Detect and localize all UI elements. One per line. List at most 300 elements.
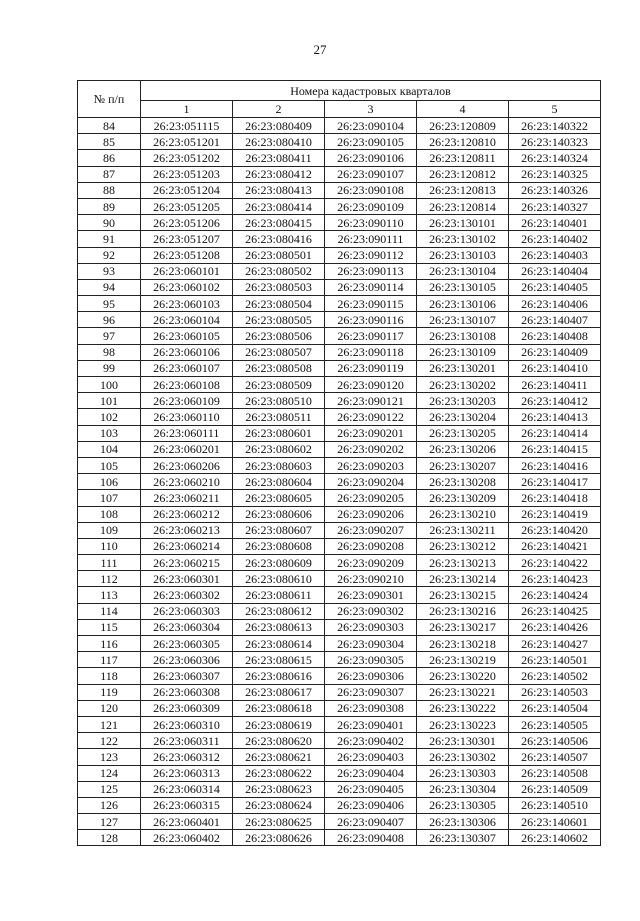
- row-number-cell: 109: [78, 522, 141, 538]
- row-number-cell: 120: [78, 700, 141, 716]
- cadastral-number-cell: 26:23:080411: [233, 150, 325, 166]
- table-row: [78, 296, 601, 312]
- cadastral-number-cell: 26:23:080601: [233, 425, 325, 441]
- row-number-cell: 125: [78, 781, 141, 797]
- cadastral-number-cell: 26:23:080502: [233, 263, 325, 279]
- cadastral-number-cell: 26:23:080609: [233, 555, 325, 571]
- cadastral-number-cell: 26:23:080607: [233, 522, 325, 538]
- table-row: [78, 652, 601, 668]
- row-number-cell: 128: [78, 830, 141, 846]
- cadastral-number-cell: 26:23:090210: [325, 571, 417, 587]
- cadastral-number-cell: 26:23:060212: [141, 506, 233, 522]
- cadastral-table-container: [77, 80, 601, 846]
- cadastral-number-cell: 26:23:080614: [233, 636, 325, 652]
- cadastral-number-cell: 26:23:080503: [233, 279, 325, 295]
- cadastral-number-cell: 26:23:140423: [509, 571, 601, 587]
- table-row: [78, 587, 601, 603]
- cadastral-number-cell: 26:23:090204: [325, 474, 417, 490]
- row-number-header: № п/п: [78, 81, 141, 118]
- cadastral-number-cell: 26:23:090107: [325, 166, 417, 182]
- cadastral-number-cell: 26:23:130307: [417, 830, 509, 846]
- cadastral-number-cell: 26:23:140510: [509, 797, 601, 813]
- cadastral-number-cell: 26:23:090305: [325, 652, 417, 668]
- cadastral-number-cell: 26:23:140322: [509, 118, 601, 134]
- row-number-cell: 112: [78, 571, 141, 587]
- cadastral-number-cell: 26:23:060311: [141, 733, 233, 749]
- cadastral-number-cell: 26:23:090122: [325, 409, 417, 425]
- cadastral-number-cell: 26:23:130216: [417, 603, 509, 619]
- cadastral-number-cell: 26:23:090108: [325, 182, 417, 198]
- cadastral-number-cell: 26:23:051205: [141, 198, 233, 214]
- cadastral-number-cell: 26:23:080409: [233, 118, 325, 134]
- cadastral-number-cell: 26:23:130107: [417, 312, 509, 328]
- table-row: [78, 781, 601, 797]
- header-row-columns: [78, 101, 601, 118]
- cadastral-number-cell: 26:23:090207: [325, 522, 417, 538]
- cadastral-number-cell: 26:23:130211: [417, 522, 509, 538]
- cadastral-number-cell: 26:23:140406: [509, 296, 601, 312]
- row-number-cell: 115: [78, 619, 141, 635]
- cadastral-number-cell: 26:23:080610: [233, 571, 325, 587]
- cadastral-number-cell: 26:23:080622: [233, 765, 325, 781]
- table-row: [78, 733, 601, 749]
- cadastral-number-cell: 26:23:060210: [141, 474, 233, 490]
- row-number-cell: 126: [78, 797, 141, 813]
- cadastral-number-cell: 26:23:090201: [325, 425, 417, 441]
- cadastral-number-cell: 26:23:130202: [417, 377, 509, 393]
- cadastral-number-cell: 26:23:090308: [325, 700, 417, 716]
- table-row: [78, 393, 601, 409]
- cadastral-number-cell: 26:23:060110: [141, 409, 233, 425]
- cadastral-number-cell: 26:23:080413: [233, 182, 325, 198]
- cadastral-number-cell: 26:23:130220: [417, 668, 509, 684]
- cadastral-number-cell: 26:23:080410: [233, 134, 325, 150]
- cadastral-number-cell: 26:23:080615: [233, 652, 325, 668]
- cadastral-number-cell: 26:23:051208: [141, 247, 233, 263]
- cadastral-number-cell: 26:23:140323: [509, 134, 601, 150]
- cadastral-number-cell: 26:23:090109: [325, 198, 417, 214]
- column-header-3: 3: [325, 101, 417, 118]
- table-row: [78, 636, 601, 652]
- cadastral-number-cell: 26:23:090202: [325, 441, 417, 457]
- cadastral-number-cell: 26:23:140405: [509, 279, 601, 295]
- cadastral-number-cell: 26:23:080620: [233, 733, 325, 749]
- cadastral-number-cell: 26:23:051204: [141, 182, 233, 198]
- cadastral-number-cell: 26:23:090105: [325, 134, 417, 150]
- row-number-cell: 92: [78, 247, 141, 263]
- row-number-cell: 114: [78, 603, 141, 619]
- cadastral-number-cell: 26:23:140509: [509, 781, 601, 797]
- cadastral-number-cell: 26:23:130305: [417, 797, 509, 813]
- cadastral-number-cell: 26:23:130208: [417, 474, 509, 490]
- cadastral-number-cell: 26:23:140426: [509, 619, 601, 635]
- cadastral-number-cell: 26:23:130201: [417, 360, 509, 376]
- cadastral-number-cell: 26:23:140418: [509, 490, 601, 506]
- cadastral-number-cell: 26:23:060108: [141, 377, 233, 393]
- cadastral-number-cell: 26:23:060107: [141, 360, 233, 376]
- cadastral-number-cell: 26:23:090406: [325, 797, 417, 813]
- cadastral-number-cell: 26:23:051201: [141, 134, 233, 150]
- table-row: [78, 409, 601, 425]
- cadastral-number-cell: 26:23:090407: [325, 814, 417, 830]
- cadastral-number-cell: 26:23:051207: [141, 231, 233, 247]
- cadastral-number-cell: 26:23:090404: [325, 765, 417, 781]
- cadastral-number-cell: 26:23:060304: [141, 619, 233, 635]
- cadastral-number-cell: 26:23:120809: [417, 118, 509, 134]
- cadastral-number-cell: 26:23:060201: [141, 441, 233, 457]
- cadastral-number-cell: 26:23:090306: [325, 668, 417, 684]
- cadastral-number-cell: 26:23:140412: [509, 393, 601, 409]
- cadastral-number-cell: 26:23:060305: [141, 636, 233, 652]
- table-row: [78, 425, 601, 441]
- cadastral-number-cell: 26:23:080624: [233, 797, 325, 813]
- cadastral-number-cell: 26:23:130218: [417, 636, 509, 652]
- table-row: [78, 490, 601, 506]
- table-row: [78, 457, 601, 473]
- cadastral-number-cell: 26:23:090115: [325, 296, 417, 312]
- cadastral-number-cell: 26:23:060309: [141, 700, 233, 716]
- cadastral-number-cell: 26:23:060109: [141, 393, 233, 409]
- table-row: [78, 344, 601, 360]
- cadastral-number-cell: 26:23:060314: [141, 781, 233, 797]
- cadastral-number-cell: 26:23:090113: [325, 263, 417, 279]
- cadastral-number-cell: 26:23:080623: [233, 781, 325, 797]
- cadastral-number-cell: 26:23:080416: [233, 231, 325, 247]
- cadastral-number-cell: 26:23:090302: [325, 603, 417, 619]
- cadastral-number-cell: 26:23:140325: [509, 166, 601, 182]
- row-number-cell: 111: [78, 555, 141, 571]
- table-row: [78, 215, 601, 231]
- cadastral-number-cell: 26:23:130301: [417, 733, 509, 749]
- cadastral-number-cell: 26:23:080617: [233, 684, 325, 700]
- cadastral-number-cell: 26:23:140403: [509, 247, 601, 263]
- cadastral-number-cell: 26:23:080606: [233, 506, 325, 522]
- column-header-4: 4: [417, 101, 509, 118]
- row-number-cell: 108: [78, 506, 141, 522]
- cadastral-number-cell: 26:23:080608: [233, 538, 325, 554]
- row-number-cell: 123: [78, 749, 141, 765]
- cadastral-number-cell: 26:23:090209: [325, 555, 417, 571]
- table-row: [78, 231, 601, 247]
- cadastral-number-cell: 26:23:140508: [509, 765, 601, 781]
- row-number-cell: 99: [78, 360, 141, 376]
- table-body: [78, 118, 601, 846]
- cadastral-number-cell: 26:23:080415: [233, 215, 325, 231]
- table-row: [78, 360, 601, 376]
- row-number-cell: 90: [78, 215, 141, 231]
- cadastral-number-cell: 26:23:140601: [509, 814, 601, 830]
- cadastral-number-cell: 26:23:051202: [141, 150, 233, 166]
- header-row-top: [78, 81, 601, 101]
- table-row: [78, 198, 601, 214]
- table-row: [78, 182, 601, 198]
- cadastral-number-cell: 26:23:060303: [141, 603, 233, 619]
- cadastral-number-cell: 26:23:060402: [141, 830, 233, 846]
- cadastral-number-cell: 26:23:130219: [417, 652, 509, 668]
- cadastral-number-cell: 26:23:060308: [141, 684, 233, 700]
- table-row: [78, 506, 601, 522]
- cadastral-number-cell: 26:23:060315: [141, 797, 233, 813]
- cadastral-number-cell: 26:23:130222: [417, 700, 509, 716]
- cadastral-number-cell: 26:23:090104: [325, 118, 417, 134]
- cadastral-number-cell: 26:23:090116: [325, 312, 417, 328]
- cadastral-number-cell: 26:23:140419: [509, 506, 601, 522]
- row-number-cell: 96: [78, 312, 141, 328]
- cadastral-number-cell: 26:23:130206: [417, 441, 509, 457]
- table-row: [78, 700, 601, 716]
- cadastral-number-cell: 26:23:140324: [509, 150, 601, 166]
- cadastral-number-cell: 26:23:140401: [509, 215, 601, 231]
- cadastral-number-cell: 26:23:090301: [325, 587, 417, 603]
- cadastral-number-cell: 26:23:130215: [417, 587, 509, 603]
- cadastral-number-cell: 26:23:130210: [417, 506, 509, 522]
- cadastral-number-cell: 26:23:140407: [509, 312, 601, 328]
- cadastral-number-cell: 26:23:130103: [417, 247, 509, 263]
- cadastral-number-cell: 26:23:090120: [325, 377, 417, 393]
- cadastral-number-cell: 26:23:080612: [233, 603, 325, 619]
- cadastral-number-cell: 26:23:130212: [417, 538, 509, 554]
- row-number-cell: 124: [78, 765, 141, 781]
- cadastral-number-cell: 26:23:060211: [141, 490, 233, 506]
- cadastral-number-cell: 26:23:090117: [325, 328, 417, 344]
- table-row: [78, 166, 601, 182]
- cadastral-number-cell: 26:23:080605: [233, 490, 325, 506]
- cadastral-number-cell: 26:23:130108: [417, 328, 509, 344]
- cadastral-number-cell: 26:23:140502: [509, 668, 601, 684]
- table-row: [78, 441, 601, 457]
- cadastral-number-cell: 26:23:090121: [325, 393, 417, 409]
- row-number-cell: 94: [78, 279, 141, 295]
- cadastral-number-cell: 26:23:080509: [233, 377, 325, 393]
- cadastral-number-cell: 26:23:130213: [417, 555, 509, 571]
- table-row: [78, 765, 601, 781]
- table-row: [78, 619, 601, 635]
- table-row: [78, 312, 601, 328]
- cadastral-number-cell: 26:23:130303: [417, 765, 509, 781]
- cadastral-number-cell: 26:23:090304: [325, 636, 417, 652]
- table-row: [78, 830, 601, 846]
- row-number-cell: 89: [78, 198, 141, 214]
- cadastral-number-cell: 26:23:060103: [141, 296, 233, 312]
- cadastral-number-cell: 26:23:060312: [141, 749, 233, 765]
- cadastral-number-cell: 26:23:060310: [141, 716, 233, 732]
- cadastral-number-cell: 26:23:120812: [417, 166, 509, 182]
- row-number-cell: 107: [78, 490, 141, 506]
- cadastral-number-cell: 26:23:060111: [141, 425, 233, 441]
- cadastral-number-cell: 26:23:090114: [325, 279, 417, 295]
- cadastral-number-cell: 26:23:090402: [325, 733, 417, 749]
- cadastral-number-cell: 26:23:140420: [509, 522, 601, 538]
- table-row: [78, 279, 601, 295]
- cadastral-number-cell: 26:23:130223: [417, 716, 509, 732]
- cadastral-number-cell: 26:23:090307: [325, 684, 417, 700]
- cadastral-number-cell: 26:23:060102: [141, 279, 233, 295]
- row-number-cell: 93: [78, 263, 141, 279]
- cadastral-number-cell: 26:23:140404: [509, 263, 601, 279]
- cadastral-number-cell: 26:23:080621: [233, 749, 325, 765]
- row-number-cell: 86: [78, 150, 141, 166]
- table-row: [78, 118, 601, 134]
- cadastral-number-cell: 26:23:080619: [233, 716, 325, 732]
- cadastral-number-cell: 26:23:130207: [417, 457, 509, 473]
- table-row: [78, 797, 601, 813]
- row-number-cell: 110: [78, 538, 141, 554]
- row-number-cell: 87: [78, 166, 141, 182]
- cadastral-number-cell: 26:23:060313: [141, 765, 233, 781]
- cadastral-number-cell: 26:23:140424: [509, 587, 601, 603]
- cadastral-number-cell: 26:23:140326: [509, 182, 601, 198]
- cadastral-number-cell: 26:23:080508: [233, 360, 325, 376]
- cadastral-number-cell: 26:23:080611: [233, 587, 325, 603]
- table-row: [78, 555, 601, 571]
- row-number-cell: 97: [78, 328, 141, 344]
- cadastral-number-cell: 26:23:140415: [509, 441, 601, 457]
- cadastral-number-cell: 26:23:140504: [509, 700, 601, 716]
- row-number-cell: 122: [78, 733, 141, 749]
- cadastral-number-cell: 26:23:080626: [233, 830, 325, 846]
- cadastral-number-cell: 26:23:140503: [509, 684, 601, 700]
- column-header-2: 2: [233, 101, 325, 118]
- cadastral-number-cell: 26:23:130306: [417, 814, 509, 830]
- page-number: 27: [313, 42, 327, 57]
- cadastral-number-cell: 26:23:090111: [325, 231, 417, 247]
- table-row: [78, 684, 601, 700]
- cadastral-number-cell: 26:23:090403: [325, 749, 417, 765]
- cadastral-number-cell: 26:23:080625: [233, 814, 325, 830]
- cadastral-number-cell: 26:23:080506: [233, 328, 325, 344]
- cadastral-number-cell: 26:23:140411: [509, 377, 601, 393]
- table-row: [78, 716, 601, 732]
- cadastral-number-cell: 26:23:080414: [233, 198, 325, 214]
- cadastral-number-cell: 26:23:130106: [417, 296, 509, 312]
- cadastral-number-cell: 26:23:120814: [417, 198, 509, 214]
- row-number-cell: 104: [78, 441, 141, 457]
- row-number-cell: 127: [78, 814, 141, 830]
- cadastral-number-cell: 26:23:140427: [509, 636, 601, 652]
- cadastral-number-cell: 26:23:120813: [417, 182, 509, 198]
- cadastral-number-cell: 26:23:130104: [417, 263, 509, 279]
- row-number-cell: 116: [78, 636, 141, 652]
- cadastral-number-cell: 26:23:140501: [509, 652, 601, 668]
- cadastral-number-cell: 26:23:060104: [141, 312, 233, 328]
- row-number-cell: 88: [78, 182, 141, 198]
- cadastral-number-cell: 26:23:140506: [509, 733, 601, 749]
- cadastral-number-cell: 26:23:051206: [141, 215, 233, 231]
- cadastral-number-cell: 26:23:090401: [325, 716, 417, 732]
- table-row: [78, 150, 601, 166]
- cadastral-number-cell: 26:23:060213: [141, 522, 233, 538]
- row-number-cell: 113: [78, 587, 141, 603]
- cadastral-number-cell: 26:23:130304: [417, 781, 509, 797]
- row-number-cell: 102: [78, 409, 141, 425]
- cadastral-number-cell: 26:23:140413: [509, 409, 601, 425]
- table-row: [78, 377, 601, 393]
- cadastral-number-cell: 26:23:090203: [325, 457, 417, 473]
- cadastral-number-cell: 26:23:130204: [417, 409, 509, 425]
- cadastral-number-cell: 26:23:080511: [233, 409, 325, 425]
- cadastral-number-cell: 26:23:140421: [509, 538, 601, 554]
- cadastral-number-cell: 26:23:140505: [509, 716, 601, 732]
- cadastral-number-cell: 26:23:080602: [233, 441, 325, 457]
- cadastral-number-cell: 26:23:140602: [509, 830, 601, 846]
- cadastral-number-cell: 26:23:140402: [509, 231, 601, 247]
- cadastral-number-cell: 26:23:130209: [417, 490, 509, 506]
- cadastral-number-cell: 26:23:080505: [233, 312, 325, 328]
- cadastral-number-cell: 26:23:140409: [509, 344, 601, 360]
- row-number-cell: 95: [78, 296, 141, 312]
- cadastral-number-cell: 26:23:060105: [141, 328, 233, 344]
- cadastral-number-cell: 26:23:060101: [141, 263, 233, 279]
- cadastral-number-cell: 26:23:130101: [417, 215, 509, 231]
- cadastral-number-cell: 26:23:080616: [233, 668, 325, 684]
- cadastral-number-cell: 26:23:130203: [417, 393, 509, 409]
- table-row: [78, 538, 601, 554]
- table-row: [78, 134, 601, 150]
- cadastral-number-cell: 26:23:051115: [141, 118, 233, 134]
- row-number-cell: 117: [78, 652, 141, 668]
- cadastral-number-cell: 26:23:060302: [141, 587, 233, 603]
- row-number-cell: 84: [78, 118, 141, 134]
- row-number-cell: 100: [78, 377, 141, 393]
- table-row: [78, 749, 601, 765]
- cadastral-number-cell: 26:23:080412: [233, 166, 325, 182]
- cadastral-number-cell: 26:23:140327: [509, 198, 601, 214]
- row-number-cell: 98: [78, 344, 141, 360]
- cadastral-number-cell: 26:23:130102: [417, 231, 509, 247]
- cadastral-number-cell: 26:23:140410: [509, 360, 601, 376]
- cadastral-number-cell: 26:23:130205: [417, 425, 509, 441]
- table-row: [78, 603, 601, 619]
- cadastral-number-cell: 26:23:080613: [233, 619, 325, 635]
- cadastral-number-cell: 26:23:130217: [417, 619, 509, 635]
- row-number-cell: 121: [78, 716, 141, 732]
- cadastral-number-cell: 26:23:130214: [417, 571, 509, 587]
- table-header: [78, 81, 601, 118]
- cadastral-number-cell: 26:23:090110: [325, 215, 417, 231]
- table-row: [78, 522, 601, 538]
- cadastral-number-cell: 26:23:090106: [325, 150, 417, 166]
- cadastral-number-cell: 26:23:080504: [233, 296, 325, 312]
- cadastral-number-cell: 26:23:090408: [325, 830, 417, 846]
- cadastral-number-cell: 26:23:060306: [141, 652, 233, 668]
- cadastral-number-cell: 26:23:080604: [233, 474, 325, 490]
- cadastral-number-cell: 26:23:090118: [325, 344, 417, 360]
- column-header-1: 1: [141, 101, 233, 118]
- row-number-cell: 106: [78, 474, 141, 490]
- cadastral-number-cell: 26:23:060206: [141, 457, 233, 473]
- cadastral-numbers-header: Номера кадастровых кварталов: [141, 81, 601, 101]
- row-number-cell: 101: [78, 393, 141, 409]
- cadastral-quarters-table: [77, 80, 601, 846]
- row-number-cell: 91: [78, 231, 141, 247]
- cadastral-number-cell: 26:23:120810: [417, 134, 509, 150]
- table-row: [78, 474, 601, 490]
- cadastral-number-cell: 26:23:130302: [417, 749, 509, 765]
- cadastral-number-cell: 26:23:060214: [141, 538, 233, 554]
- cadastral-number-cell: 26:23:140422: [509, 555, 601, 571]
- table-row: [78, 263, 601, 279]
- cadastral-number-cell: 26:23:051203: [141, 166, 233, 182]
- row-number-cell: 119: [78, 684, 141, 700]
- table-row: [78, 571, 601, 587]
- row-number-cell: 85: [78, 134, 141, 150]
- cadastral-number-cell: 26:23:140414: [509, 425, 601, 441]
- table-row: [78, 328, 601, 344]
- cadastral-number-cell: 26:23:080603: [233, 457, 325, 473]
- cadastral-number-cell: 26:23:060106: [141, 344, 233, 360]
- cadastral-number-cell: 26:23:080510: [233, 393, 325, 409]
- cadastral-number-cell: 26:23:130105: [417, 279, 509, 295]
